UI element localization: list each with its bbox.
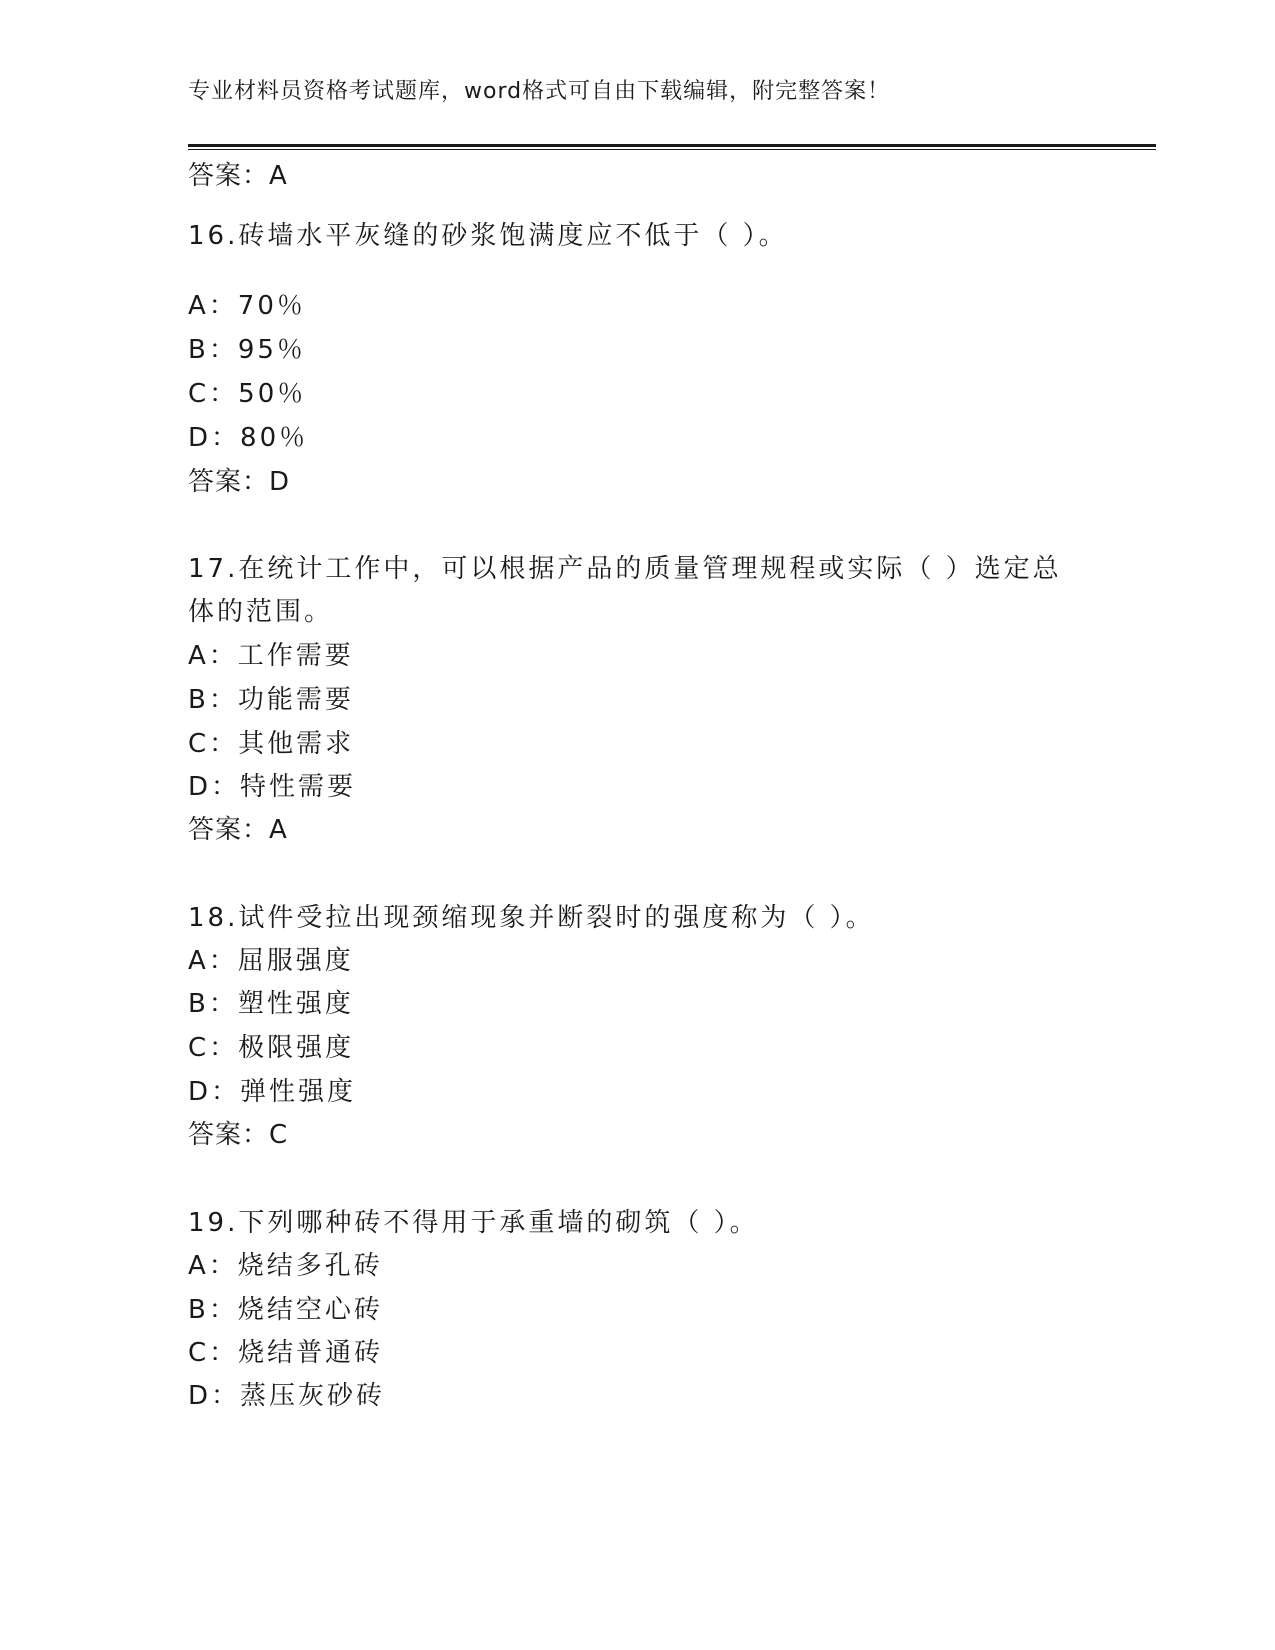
answer-line: 答案：D bbox=[188, 467, 291, 497]
answer-line: 答案：A bbox=[188, 161, 288, 191]
option-a: A：屈服强度 bbox=[188, 946, 354, 976]
option-b: B：功能需要 bbox=[188, 685, 354, 715]
option-c: C：50％ bbox=[188, 379, 307, 409]
option-d: D：特性需要 bbox=[188, 772, 357, 802]
question-stem: 19.下列哪种砖不得用于承重墙的砌筑（ ）。 bbox=[188, 1208, 759, 1238]
option-b: B：95％ bbox=[188, 335, 306, 365]
option-b: B：塑性强度 bbox=[188, 989, 354, 1019]
question-stem: 18.试件受拉出现颈缩现象并断裂时的强度称为（ ）。 bbox=[188, 903, 875, 933]
option-d: D：蒸压灰砂砖 bbox=[188, 1381, 386, 1411]
option-c: C：烧结普通砖 bbox=[188, 1338, 384, 1368]
option-a: A：70％ bbox=[188, 291, 306, 321]
answer-line: 答案：A bbox=[188, 815, 288, 845]
option-d: D：80％ bbox=[188, 423, 309, 453]
option-a: A：工作需要 bbox=[188, 641, 354, 671]
option-c: C：其他需求 bbox=[188, 729, 355, 759]
header-divider bbox=[188, 144, 1156, 150]
option-c: C：极限强度 bbox=[188, 1033, 355, 1063]
question-stem: 17.在统计工作中，可以根据产品的质量管理规程或实际（ ）选定总 bbox=[188, 554, 1062, 584]
option-d: D：弹性强度 bbox=[188, 1077, 357, 1107]
option-b: B：烧结空心砖 bbox=[188, 1295, 383, 1325]
question-stem-continued: 体的范围。 bbox=[188, 597, 334, 627]
option-a: A：烧结多孔砖 bbox=[188, 1251, 383, 1281]
header-text: 专业材料员资格考试题库，word格式可自由下载编辑，附完整答案！ bbox=[188, 79, 891, 104]
answer-line: 答案：C bbox=[188, 1120, 289, 1150]
question-stem: 16.砖墙水平灰缝的砂浆饱满度应不低于（ ）。 bbox=[188, 221, 788, 251]
